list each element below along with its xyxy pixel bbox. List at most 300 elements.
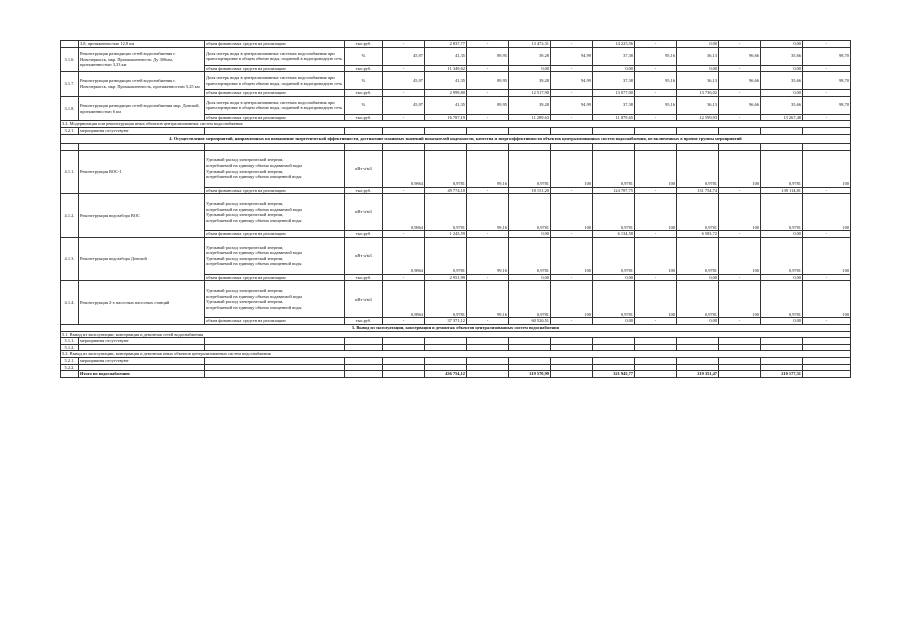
table-row xyxy=(61,338,851,345)
empty-cell xyxy=(677,338,719,345)
value-cell: 2 999,80 xyxy=(425,90,467,97)
empty-cell xyxy=(635,338,677,345)
empty-cell xyxy=(593,127,635,134)
empty-cell xyxy=(425,143,467,150)
row-code: 3.2.1. xyxy=(61,127,79,134)
value-cell: 94,99 xyxy=(551,96,593,114)
value-cell: - xyxy=(719,231,761,238)
value-cell: 131 754,74 xyxy=(677,187,719,194)
empty-cell xyxy=(551,127,593,134)
empty-cell xyxy=(425,357,467,364)
value-cell: 0,9781 xyxy=(761,194,803,231)
value-cell: - xyxy=(719,318,761,325)
indicator-line: Удельный расход электрической энергии, xyxy=(206,244,284,250)
value-cell: - xyxy=(803,41,851,48)
row-code: 4.1.2. xyxy=(61,194,79,238)
empty-cell xyxy=(551,364,593,371)
value-cell: 210 177,31 xyxy=(761,371,803,378)
value-cell: - xyxy=(803,65,851,72)
value-cell: 13 267,48 xyxy=(761,114,803,121)
value-cell: 12 517,90 xyxy=(509,90,551,97)
value-cell: 98,70 xyxy=(803,96,851,114)
value-cell xyxy=(635,371,677,378)
unit-cell: тыс.руб. xyxy=(345,114,383,121)
value-cell: - xyxy=(719,187,761,194)
value-cell: 100 xyxy=(803,237,851,274)
empty-cell xyxy=(383,143,425,150)
value-cell: - xyxy=(383,65,425,72)
value-cell: 35,66 xyxy=(761,96,803,114)
indicator-name: объем финансовых средств на реализацию xyxy=(205,187,345,194)
empty-cell xyxy=(383,127,425,134)
row-code: 4.1.3. xyxy=(61,237,79,281)
indicator-line: потребляемой на единицу объема очищенной воды xyxy=(206,217,302,223)
row-code: 4.1.1. xyxy=(61,150,79,194)
empty-cell xyxy=(635,364,677,371)
empty-cell xyxy=(509,364,551,371)
unit-cell: тыс.руб. xyxy=(345,41,383,48)
indicator-line: Удельный расход электрической энергии, xyxy=(206,212,284,218)
empty-cell xyxy=(719,127,761,134)
empty-cell xyxy=(345,371,383,378)
value-cell: - xyxy=(719,41,761,48)
subsection-heading: 5.2. Вывод из эксплуатации, консервация и демонтаж иных объектов централизованных систем водоснабжения xyxy=(61,351,851,358)
empty-cell xyxy=(803,338,851,345)
value-cell: 100 xyxy=(803,150,851,187)
indicator-lines xyxy=(205,281,345,318)
value-cell: 321 945,77 xyxy=(593,371,635,378)
value-cell: 0,9781 xyxy=(677,281,719,318)
value-cell: 36,13 xyxy=(677,47,719,65)
value-cell: 0,9781 xyxy=(593,237,635,274)
empty-cell xyxy=(425,344,467,351)
value-cell: 35,66 xyxy=(761,72,803,90)
value-cell: 0,9781 xyxy=(677,237,719,274)
row-code: 5.1.2. xyxy=(61,344,79,351)
indicator-line: потребляемой на единицу объема очищенной воды xyxy=(206,174,302,180)
document-sheet xyxy=(60,40,850,378)
indicator-line: Удельный расход электрической энергии, xyxy=(206,157,284,163)
value-cell: - xyxy=(803,90,851,97)
value-cell: 100 xyxy=(803,281,851,318)
measure-name xyxy=(79,364,205,371)
value-cell: - xyxy=(635,231,677,238)
measure-name xyxy=(79,344,205,351)
measure-name: Реконструкция разводящих сетей водоснабжения мкр. Донской, протяженностью 6 км xyxy=(79,96,205,121)
empty-cell xyxy=(205,364,345,371)
value-cell: 0,9781 xyxy=(425,194,467,231)
table-row xyxy=(61,351,851,358)
empty-cell xyxy=(61,371,79,378)
row-code: 5.2.2. xyxy=(61,364,79,371)
indicator-name: объем финансовых средств на реализацию xyxy=(205,65,345,72)
value-cell: 0,9781 xyxy=(509,237,551,274)
indicator-line: потребляемой на единицу объема очищенной воды xyxy=(206,304,302,310)
value-cell: - xyxy=(635,65,677,72)
table-row xyxy=(61,194,851,231)
value-cell: 60 526,51 xyxy=(509,318,551,325)
value-cell: 100 xyxy=(635,150,677,187)
value-cell: 319 570,99 xyxy=(509,371,551,378)
value-cell: 95,16 xyxy=(635,47,677,65)
value-cell: 2 837,77 xyxy=(425,41,467,48)
value-cell: 0,9781 xyxy=(593,281,635,318)
empty-cell xyxy=(551,338,593,345)
table-row xyxy=(61,237,851,274)
indicator-line: потребляемой на единицу объема очищенной воды xyxy=(206,261,302,267)
value-cell: - xyxy=(803,274,851,281)
indicator-line: Удельный расход электрической энергии, xyxy=(206,200,284,206)
empty-cell xyxy=(345,344,383,351)
value-cell: 11 289,63 xyxy=(509,114,551,121)
empty-cell xyxy=(205,371,345,378)
empty-cell xyxy=(467,143,509,150)
indicator-line: Удельный расход электрической энергии, xyxy=(206,168,284,174)
value-cell: 16 787,19 xyxy=(425,114,467,121)
measure-name: Реконструкция разводящих сетей водоснабжения г. Новочеркасск, мкр. Промышленность, протяженностью 5,25 км xyxy=(79,72,205,97)
value-cell: 35,66 xyxy=(761,47,803,65)
value-cell: 98,70 xyxy=(803,72,851,90)
value-cell: 0,9781 xyxy=(509,281,551,318)
section-heading: 4. Осуществление мероприятий, направленных на повышение энергетической эффективности, достижение плановых значений показателей надежности, качества и энергоэффективности объектов централизованных систем водоснабжения, не включенных в прочие группы мероприятий xyxy=(61,134,851,143)
value-cell: - xyxy=(551,90,593,97)
row-code: 5.2.1. xyxy=(61,357,79,364)
value-cell: 45,97 xyxy=(383,72,425,90)
empty-cell xyxy=(467,357,509,364)
table-row xyxy=(61,150,851,187)
value-cell: 36,13 xyxy=(677,72,719,90)
value-cell: 219 351,47 xyxy=(677,371,719,378)
value-cell: - xyxy=(719,274,761,281)
empty-cell xyxy=(425,338,467,345)
empty-cell xyxy=(761,344,803,351)
empty-cell xyxy=(425,364,467,371)
empty-cell xyxy=(719,364,761,371)
indicator-name: объем финансовых средств на реализацию xyxy=(205,274,345,281)
value-cell: 39,28 xyxy=(509,96,551,114)
empty-cell xyxy=(467,127,509,134)
unit-cell: тыс.руб. xyxy=(345,187,383,194)
empty-cell xyxy=(803,364,851,371)
value-cell: - xyxy=(719,90,761,97)
value-cell: 13 736,02 xyxy=(677,90,719,97)
value-cell: 6 134,58 xyxy=(593,231,635,238)
empty-cell xyxy=(677,127,719,134)
indicator-line: Удельный расход электрической энергии, xyxy=(206,255,284,261)
table-row xyxy=(61,143,851,150)
value-cell: - xyxy=(551,318,593,325)
unit-cell: тыс.руб. xyxy=(345,318,383,325)
value-cell: 0,9864 xyxy=(383,150,425,187)
empty-cell xyxy=(593,344,635,351)
value-cell: 100 xyxy=(635,194,677,231)
empty-cell xyxy=(803,357,851,364)
value-cell: 0,9781 xyxy=(761,237,803,274)
empty-cell xyxy=(509,357,551,364)
value-cell: 0,00 xyxy=(509,231,551,238)
empty-cell xyxy=(61,143,79,150)
measure-name: мероприятия отсутствуют xyxy=(79,357,205,364)
value-cell: 100 xyxy=(719,194,761,231)
empty-cell xyxy=(383,357,425,364)
value-cell: 37,38 xyxy=(593,47,635,65)
value-cell: 41,35 xyxy=(425,47,467,65)
empty-cell xyxy=(551,357,593,364)
value-cell: - xyxy=(551,114,593,121)
value-cell: 0,00 xyxy=(509,65,551,72)
empty-cell xyxy=(345,357,383,364)
table-row xyxy=(61,331,851,338)
unit-cell: кВт ч/м3 xyxy=(345,281,383,318)
indicator-lines xyxy=(205,194,345,231)
value-cell: - xyxy=(551,41,593,48)
value-cell: - xyxy=(467,65,509,72)
section-heading: 5. Вывод из эксплуатации, консервация и демонтаж объектов централизованных систем водоснабжения xyxy=(61,324,851,331)
value-cell: - xyxy=(803,114,851,121)
empty-cell xyxy=(425,127,467,134)
value-cell: - xyxy=(803,187,851,194)
value-cell: 100 xyxy=(635,281,677,318)
empty-cell xyxy=(719,357,761,364)
empty-cell xyxy=(761,127,803,134)
empty-cell xyxy=(761,364,803,371)
value-cell: 0,00 xyxy=(677,65,719,72)
empty-cell xyxy=(677,364,719,371)
value-cell: 0,00 xyxy=(677,274,719,281)
empty-cell xyxy=(593,357,635,364)
empty-cell xyxy=(677,143,719,150)
value-cell: 13 472,31 xyxy=(509,41,551,48)
empty-cell xyxy=(719,338,761,345)
value-cell: 0,00 xyxy=(593,318,635,325)
empty-cell xyxy=(509,127,551,134)
value-cell: 37,38 xyxy=(593,72,635,90)
table-row xyxy=(61,72,851,90)
value-cell: 0,9781 xyxy=(425,281,467,318)
value-cell: 12 599,93 xyxy=(677,114,719,121)
indicator-lines xyxy=(205,237,345,274)
value-cell: 0,00 xyxy=(761,274,803,281)
row-code: 3.1.7. xyxy=(61,72,79,97)
indicator-name: Доля потерь воды в централизованных системах водоснабжения при транспортировке в общем объеме воды, поданной в водопроводную сеть xyxy=(205,72,345,90)
value-cell: - xyxy=(383,41,425,48)
empty-cell xyxy=(205,127,345,134)
empty-cell xyxy=(345,338,383,345)
value-cell: 0,00 xyxy=(509,274,551,281)
value-cell: 100 xyxy=(719,237,761,274)
value-cell: 0,00 xyxy=(593,65,635,72)
value-cell: 0,00 xyxy=(761,65,803,72)
empty-cell xyxy=(677,357,719,364)
empty-cell xyxy=(205,338,345,345)
value-cell: 39,28 xyxy=(509,47,551,65)
value-cell: 99,16 xyxy=(467,150,509,187)
indicator-lines xyxy=(205,150,345,187)
value-cell: 100 xyxy=(551,281,593,318)
empty-cell xyxy=(383,338,425,345)
empty-cell xyxy=(593,143,635,150)
row-code: 3.1.8. xyxy=(61,96,79,121)
value-cell: 41,35 xyxy=(425,96,467,114)
value-cell: 94,99 xyxy=(551,47,593,65)
value-cell: 98,70 xyxy=(803,47,851,65)
value-cell: 0,9781 xyxy=(677,194,719,231)
value-cell: - xyxy=(467,187,509,194)
subsection-heading: 5.1. Вывод из эксплуатации, консервация и демонтаж сетей водоснабжения xyxy=(61,331,851,338)
table-row xyxy=(61,344,851,351)
empty-cell xyxy=(719,143,761,150)
value-cell: 37 371,12 xyxy=(425,318,467,325)
empty-cell xyxy=(593,338,635,345)
measure-name: 3,8, протяженностью 12,8 км xyxy=(79,41,205,48)
indicator-line: потребляемой на единицу объема подаваемой воды xyxy=(206,162,303,168)
subsection-heading: 3.2. Модернизация или реконструкция иных объектов централизованных систем водоснабжения xyxy=(61,121,851,128)
value-cell: 45,97 xyxy=(383,47,425,65)
empty-cell xyxy=(719,344,761,351)
empty-cell xyxy=(635,143,677,150)
value-cell: 0,9781 xyxy=(593,194,635,231)
measure-name: Реконструкция разводящих сетей водоснабжения г. Новочеркасск, мкр. Промышленность: Ду 300мм, протяженностью 3,33 км xyxy=(79,47,205,72)
value-cell: 45,97 xyxy=(383,96,425,114)
value-cell: - xyxy=(635,274,677,281)
unit-cell: тыс.руб. xyxy=(345,231,383,238)
value-cell: 436 754,12 xyxy=(425,371,467,378)
unit-cell: % xyxy=(345,47,383,65)
empty-cell xyxy=(79,143,205,150)
measure-name: Реконструкция ВОС-1 xyxy=(79,150,205,194)
value-cell: 124 787,75 xyxy=(593,187,635,194)
table-row xyxy=(61,371,851,378)
value-cell: 0,9864 xyxy=(383,281,425,318)
value-cell: 0,00 xyxy=(761,41,803,48)
value-cell: - xyxy=(467,318,509,325)
value-cell: 18 151,20 xyxy=(509,187,551,194)
value-cell: 100 xyxy=(635,237,677,274)
indicator-line: потребляемой на единицу объема подаваемой воды xyxy=(206,206,303,212)
value-cell: 100 xyxy=(719,281,761,318)
value-cell: 0,9781 xyxy=(761,281,803,318)
value-cell: 0,00 xyxy=(761,90,803,97)
indicator-name: Доля потерь воды в централизованных системах водоснабжения при транспортировке в общем объеме воды, поданной в водопроводную сеть xyxy=(205,47,345,65)
table-row xyxy=(61,364,851,371)
table-row xyxy=(61,357,851,364)
indicator-name: объем финансовых средств на реализацию xyxy=(205,90,345,97)
value-cell: 100 xyxy=(551,150,593,187)
row-code xyxy=(61,41,79,48)
value-cell: - xyxy=(803,231,851,238)
indicator-name: объем финансовых средств на реализацию xyxy=(205,114,345,121)
value-cell: - xyxy=(551,65,593,72)
empty-cell xyxy=(803,143,851,150)
unit-cell: % xyxy=(345,96,383,114)
indicator-line: потребляемой на единицу объема подаваемой воды xyxy=(206,250,303,256)
empty-cell xyxy=(635,357,677,364)
total-label: Итого по водоснабжению xyxy=(79,371,205,378)
empty-cell xyxy=(761,143,803,150)
unit-cell: тыс.руб. xyxy=(345,65,383,72)
empty-cell xyxy=(551,344,593,351)
value-cell: - xyxy=(467,41,509,48)
empty-cell xyxy=(345,127,383,134)
value-cell: 0,00 xyxy=(761,318,803,325)
measure-name: мероприятия отсутствуют xyxy=(79,127,205,134)
value-cell: 0,00 xyxy=(593,274,635,281)
value-cell: - xyxy=(383,187,425,194)
unit-cell: кВт ч/м3 xyxy=(345,194,383,231)
value-cell xyxy=(383,371,425,378)
unit-cell: тыс.руб. xyxy=(345,90,383,97)
empty-cell xyxy=(467,338,509,345)
empty-cell xyxy=(345,143,383,150)
value-cell: 0,9781 xyxy=(761,150,803,187)
empty-cell xyxy=(467,364,509,371)
value-cell: - xyxy=(635,41,677,48)
empty-cell xyxy=(761,357,803,364)
table-row xyxy=(61,121,851,128)
value-cell: - xyxy=(551,187,593,194)
empty-cell xyxy=(635,344,677,351)
value-cell xyxy=(719,371,761,378)
value-cell: 0,9864 xyxy=(383,194,425,231)
value-cell: 0,9781 xyxy=(677,150,719,187)
empty-cell xyxy=(205,143,345,150)
value-cell: 96,66 xyxy=(719,96,761,114)
value-cell: - xyxy=(719,65,761,72)
value-cell: 0,9781 xyxy=(509,150,551,187)
value-cell: - xyxy=(719,114,761,121)
row-code: 4.1.4. xyxy=(61,281,79,325)
value-cell: 2 951,99 xyxy=(425,274,467,281)
table-row xyxy=(61,96,851,114)
value-cell: 6 583,72 xyxy=(677,231,719,238)
table-row xyxy=(61,281,851,318)
value-cell: - xyxy=(467,114,509,121)
value-cell: 13 077,00 xyxy=(593,90,635,97)
indicator-line: Удельный расход электрической энергии, xyxy=(206,288,284,294)
empty-cell xyxy=(383,344,425,351)
empty-cell xyxy=(509,344,551,351)
unit-cell: тыс.руб. xyxy=(345,274,383,281)
value-cell: 95,16 xyxy=(635,72,677,90)
value-cell: 0,9781 xyxy=(593,150,635,187)
value-cell: - xyxy=(383,114,425,121)
empty-cell xyxy=(205,344,345,351)
indicator-name: Доля потерь воды в централизованных системах водоснабжения при транспортировке в общем объеме воды, поданной в водопроводную сеть xyxy=(205,96,345,114)
row-code: 5.1.1. xyxy=(61,338,79,345)
measure-name: Реконструкция водозабора ВОС xyxy=(79,194,205,238)
value-cell xyxy=(551,371,593,378)
value-cell: - xyxy=(635,114,677,121)
value-cell: 139 114,81 xyxy=(761,187,803,194)
value-cell: 99,16 xyxy=(467,194,509,231)
measure-name: Реконструкция 2-х насосных насосных станций xyxy=(79,281,205,325)
value-cell: 0,9781 xyxy=(425,150,467,187)
value-cell xyxy=(467,371,509,378)
value-cell: 100 xyxy=(719,150,761,187)
table-row xyxy=(61,134,851,143)
value-cell: - xyxy=(383,318,425,325)
empty-cell xyxy=(509,143,551,150)
value-cell: - xyxy=(467,90,509,97)
empty-cell xyxy=(383,364,425,371)
value-cell: 11 349,62 xyxy=(425,65,467,72)
value-cell: 0,00 xyxy=(677,318,719,325)
empty-cell xyxy=(509,338,551,345)
value-cell: 14 225,56 xyxy=(593,41,635,48)
value-cell: 0,00 xyxy=(677,41,719,48)
value-cell: 0,9864 xyxy=(383,237,425,274)
empty-cell xyxy=(635,127,677,134)
